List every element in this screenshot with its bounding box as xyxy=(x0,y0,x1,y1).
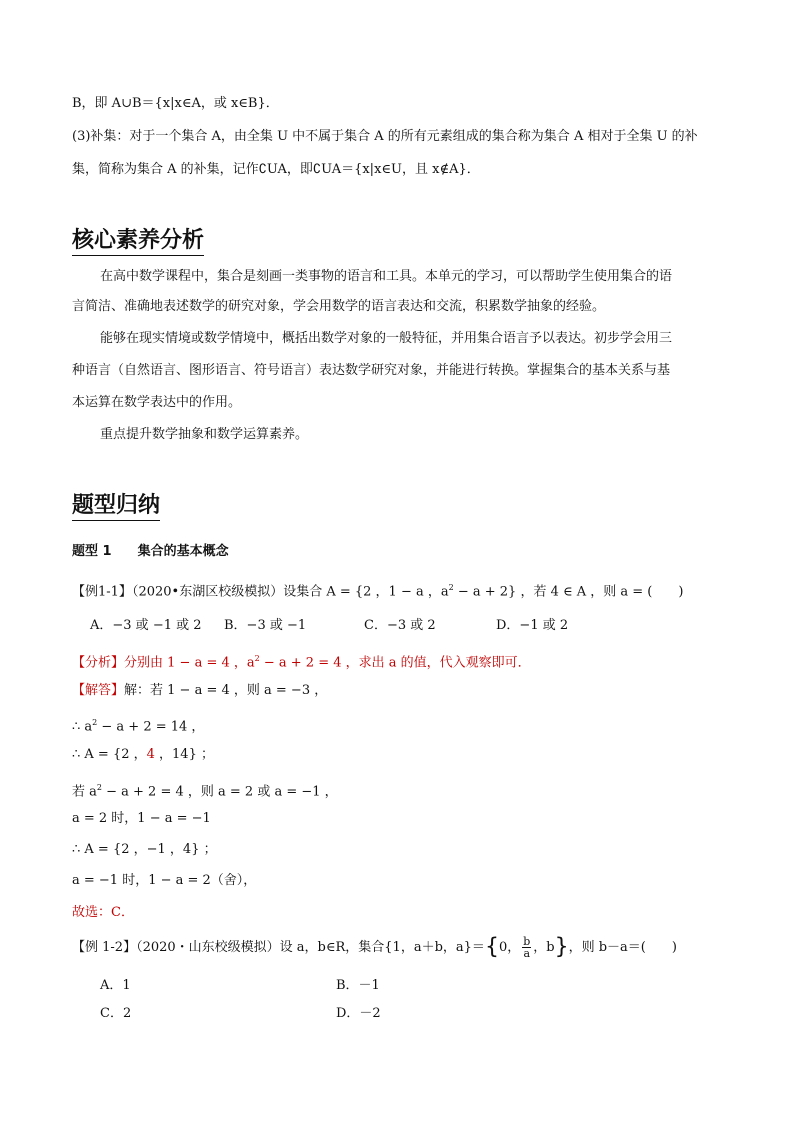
section-title-core-literacy: 核心素养分析 xyxy=(72,228,204,256)
analysis xyxy=(72,649,531,673)
option-b: B．−3 或 −1 xyxy=(224,618,307,633)
solution-step-3 xyxy=(72,745,214,765)
intro-line-1: B，即 A∪B＝{x|x∈A，或 x∈B}． xyxy=(72,96,279,111)
fraction xyxy=(522,936,531,959)
solution-step-5: a = 2 时，1 − a = −1 xyxy=(72,811,211,826)
solution-step-1 xyxy=(72,681,327,701)
step-text-post: ，14} ； xyxy=(154,747,214,762)
paragraph-3: 重点提升数学抽象和数学运算素养。 xyxy=(100,427,309,442)
solution-text: 解：若 1 − a = 4 ，则 a = −3 ， xyxy=(124,683,328,698)
option-a: A．1 xyxy=(100,978,131,993)
paragraph-2a: 能够在现实情境或数学情境中，概括出数学对象的一般特征，并用集合语言予以表达。初步学会用三 xyxy=(100,331,673,346)
option-b: B．－1 xyxy=(336,978,380,993)
step-text-post: − a + 2 = 14 ， xyxy=(97,719,205,735)
question-text-pre: 设集合 A = {2 ，1 − a ，a xyxy=(283,584,449,600)
solution-step-2 xyxy=(72,713,204,737)
paragraph-2b: 种语言（自然语言、图形语言、符号语言）表达数学研究对象，并能进行转换。掌握集合的基本关系与基 xyxy=(72,363,671,378)
option-c: C．2 xyxy=(100,1006,132,1021)
example-1-1-question xyxy=(72,578,683,602)
step-text-pre: 若 a xyxy=(72,784,97,800)
option-c: C．−3 或 2 xyxy=(364,618,436,633)
option-d: D．−1 或 2 xyxy=(496,618,569,633)
step-text-pre: ∴ A = {2 ， xyxy=(72,747,147,762)
superscript: 2 xyxy=(96,783,102,792)
final-choice: 故选：C． xyxy=(72,905,134,920)
superscript: 2 xyxy=(254,654,260,663)
superscript: 2 xyxy=(92,718,98,727)
topic-number: 题型 1 xyxy=(72,544,112,559)
option-a: A．−3 或 −1 或 2 xyxy=(90,618,202,633)
question-text-post: ，则 b－a＝( ) xyxy=(568,940,677,955)
topic-heading xyxy=(72,540,229,559)
paragraph-1b: 言简洁、准确地表述数学的研究对象，学会用数学的语言表达和交流，积累数学抽象的经验。 xyxy=(72,299,606,314)
analysis-text-post: − a + 2 = 4 ，求出 a 的值，代入观察即可． xyxy=(259,655,531,671)
intro-line-2: (3)补集：对于一个集合 A，由全集 U 中不属于集合 A 的所有元素组成的集合称为集合 A 相对于全集 U 的补 xyxy=(72,129,698,144)
fraction-denominator: a xyxy=(523,947,531,960)
question-text-pre: 设 a，b∈R，集合{1，a＋b，a}＝ xyxy=(279,940,485,955)
example-source: （2020•东湖区校级模拟） xyxy=(131,584,284,600)
set-text-pre: 0， xyxy=(498,940,521,955)
paragraph-2c: 本运算在数学表达中的作用。 xyxy=(72,395,242,410)
solution-step-6: ∴ A = {2 ，−1 ，4} ； xyxy=(72,842,217,857)
right-brace: } xyxy=(554,934,569,960)
solution-step-7: a = −1 时，1 − a = 2（舍）， xyxy=(72,873,257,888)
intro-line-3: 集，简称为集合 A 的补集，记作∁UA，即∁UA＝{x|x∈U，且 x∉A}． xyxy=(72,162,480,177)
paragraph-1a: 在高中数学课程中，集合是刻画一类事物的语言和工具。本单元的学习，可以帮助学生使用集合的语 xyxy=(100,269,673,284)
superscript: 2 xyxy=(448,583,454,592)
example-label: 【例 1-2】 xyxy=(72,940,137,955)
answer-label: 【解答】 xyxy=(72,683,125,698)
example-source: （2020・山东校级模拟） xyxy=(136,940,280,955)
topic-name: 集合的基本概念 xyxy=(137,544,229,559)
step-text-post: − a + 2 = 4 ，则 a = 2 或 a = −1 ， xyxy=(101,784,338,800)
question-text-post: − a + 2} ，若 4 ∈ A ，则 a = ( ) xyxy=(453,584,684,600)
solution-step-4 xyxy=(72,778,338,802)
example-label: 【例1-1】 xyxy=(72,584,132,600)
section-title-question-types: 题型归纳 xyxy=(72,493,160,521)
step-text-pre: ∴ a xyxy=(72,719,93,735)
example-1-2-question xyxy=(72,936,677,959)
set-text-post: ，b xyxy=(533,940,555,955)
analysis-label: 【分析】 xyxy=(72,655,125,671)
left-brace: { xyxy=(484,934,499,960)
highlighted-element: 4 xyxy=(146,747,155,762)
option-d: D．－2 xyxy=(336,1006,381,1021)
fraction-numerator: b xyxy=(523,935,531,948)
analysis-text-pre: 分别由 1 − a = 4 ，a xyxy=(124,655,255,671)
